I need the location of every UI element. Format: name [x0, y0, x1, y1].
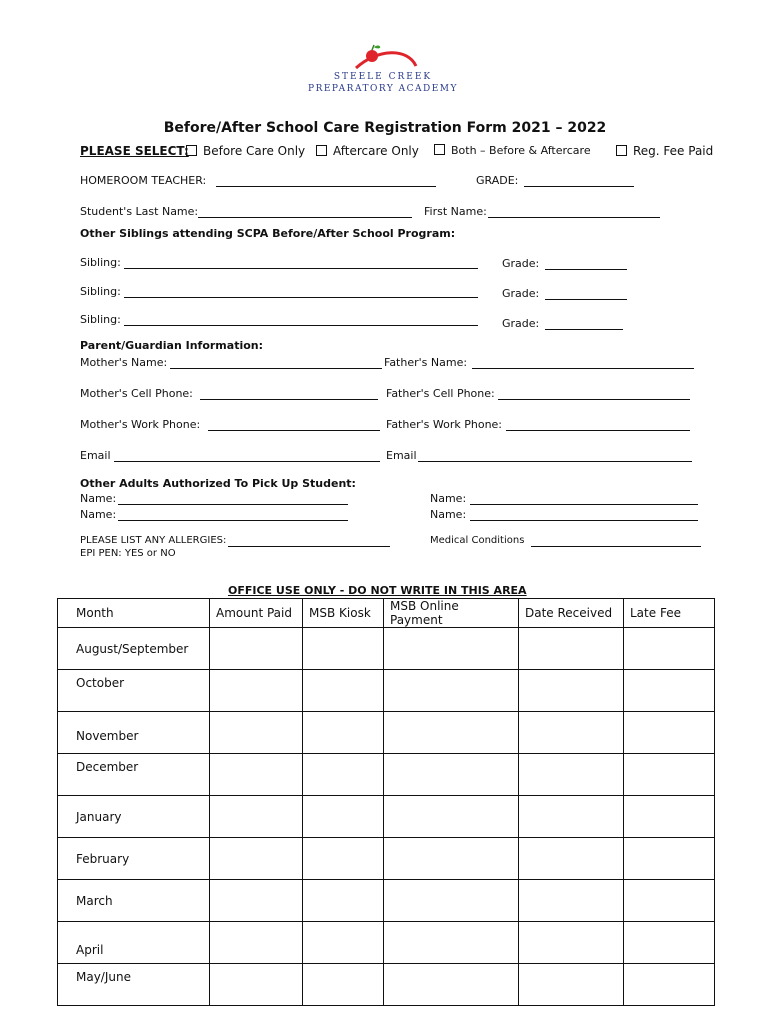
option-aftercare[interactable]: Aftercare Only [316, 144, 419, 158]
msb-online-cell [384, 712, 519, 754]
mothers-work-label: Mother's Work Phone: [80, 418, 201, 431]
msb-online-cell [384, 964, 519, 1006]
fathers-name-label: Father's Name: [384, 356, 468, 369]
logo-line-1: STEELE CREEK [333, 72, 433, 82]
late-fee-cell [624, 796, 715, 838]
msb-kiosk-cell [303, 670, 384, 712]
late-fee-cell [624, 838, 715, 880]
month-cell: February [58, 838, 210, 880]
amount-paid-cell [210, 712, 303, 754]
msb-online-cell [384, 796, 519, 838]
month-cell: January [58, 796, 210, 838]
logo-line-2: PREPARATORY ACADEMY [308, 84, 458, 94]
msb-kiosk-cell [303, 880, 384, 922]
parent-heading: Parent/Guardian Information: [80, 339, 264, 352]
sibling-2-grade-field[interactable] [545, 287, 627, 300]
checkbox-icon[interactable] [616, 145, 627, 156]
month-cell: March [58, 880, 210, 922]
month-cell: April [58, 922, 210, 964]
table-row [58, 796, 715, 838]
siblings-heading: Other Siblings attending SCPA Before/After School Program: [80, 227, 456, 240]
first-name-label: First Name: [424, 205, 487, 218]
medical-conditions-field[interactable] [531, 534, 701, 547]
adult-1-name-field[interactable] [118, 492, 348, 505]
amount-paid-cell [210, 964, 303, 1006]
msb-kiosk-cell [303, 922, 384, 964]
date-received-cell [519, 628, 624, 670]
sibling-1-grade-label: Grade: [502, 257, 540, 270]
students-last-name-label: Student's Last Name: [80, 205, 199, 218]
mothers-cell-field[interactable] [200, 387, 378, 400]
sibling-3-grade-label: Grade: [502, 317, 540, 330]
table-row [58, 754, 715, 796]
date-received-cell [519, 922, 624, 964]
father-email-label: Email [386, 449, 417, 462]
late-fee-cell [624, 880, 715, 922]
column-msb-kiosk: MSB Kiosk [303, 599, 384, 628]
column-msb-online-payment: MSB Online Payment [384, 599, 519, 628]
mothers-cell-label: Mother's Cell Phone: [80, 387, 193, 400]
grade-label: GRADE: [476, 174, 519, 187]
month-cell: May/June [58, 964, 210, 1006]
table-row [58, 670, 715, 712]
sibling-2-field[interactable] [124, 285, 478, 298]
sibling-3-field[interactable] [124, 313, 478, 326]
fathers-work-label: Father's Work Phone: [386, 418, 503, 431]
students-last-name-field[interactable] [198, 205, 412, 218]
date-received-cell [519, 712, 624, 754]
mother-email-field[interactable] [114, 449, 380, 462]
msb-kiosk-cell [303, 796, 384, 838]
father-email-field[interactable] [418, 449, 692, 462]
school-logo [298, 44, 468, 104]
late-fee-cell [624, 670, 715, 712]
late-fee-cell [624, 754, 715, 796]
sibling-1-label: Sibling: [80, 256, 121, 269]
msb-kiosk-cell [303, 712, 384, 754]
column-amount-paid: Amount Paid [210, 599, 303, 628]
amount-paid-cell [210, 922, 303, 964]
epi-pen-label: EPI PEN: YES or NO [80, 548, 176, 559]
month-cell: August/September [58, 628, 210, 670]
msb-online-cell [384, 880, 519, 922]
late-fee-cell [624, 922, 715, 964]
msb-kiosk-cell [303, 754, 384, 796]
month-cell: December [58, 754, 210, 796]
office-use-heading: OFFICE USE ONLY - DO NOT WRITE IN THIS AREA [228, 584, 527, 597]
homeroom-teacher-field[interactable] [216, 174, 436, 187]
apple-logo-icon [298, 44, 468, 74]
month-cell: October [58, 670, 210, 712]
msb-kiosk-cell [303, 964, 384, 1006]
adult-4-name-label: Name: [430, 508, 467, 521]
mothers-name-field[interactable] [170, 356, 382, 369]
mothers-work-field[interactable] [208, 418, 380, 431]
sibling-1-field[interactable] [124, 256, 478, 269]
sibling-2-grade-label: Grade: [502, 287, 540, 300]
late-fee-cell [624, 628, 715, 670]
date-received-cell [519, 880, 624, 922]
msb-kiosk-cell [303, 628, 384, 670]
table-row [58, 712, 715, 754]
date-received-cell [519, 964, 624, 1006]
sibling-3-grade-field[interactable] [545, 317, 623, 330]
adult-1-name-label: Name: [80, 492, 117, 505]
authorized-adults-heading: Other Adults Authorized To Pick Up Student: [80, 477, 356, 490]
date-received-cell [519, 754, 624, 796]
checkbox-icon[interactable] [316, 145, 327, 156]
msb-online-cell [384, 838, 519, 880]
homeroom-teacher-label: HOMEROOM TEACHER: [80, 174, 207, 187]
month-cell: November [58, 712, 210, 754]
table-row [58, 964, 715, 1006]
grade-field[interactable] [524, 174, 634, 187]
option-before-care[interactable]: Before Care Only [186, 144, 305, 158]
option-reg-fee[interactable]: Reg. Fee Paid [616, 144, 713, 158]
adult-2-name-field[interactable] [470, 492, 698, 505]
office-use-table [57, 598, 715, 1006]
column-late-fee: Late Fee [624, 599, 715, 628]
amount-paid-cell [210, 670, 303, 712]
fathers-cell-field[interactable] [498, 387, 690, 400]
late-fee-cell [624, 712, 715, 754]
msb-online-cell [384, 754, 519, 796]
fathers-cell-label: Father's Cell Phone: [386, 387, 495, 400]
date-received-cell [519, 838, 624, 880]
medical-conditions-label: Medical Conditions [430, 535, 525, 546]
sibling-1-grade-field[interactable] [545, 257, 627, 270]
adult-4-name-field[interactable] [470, 508, 698, 521]
allergies-label: PLEASE LIST ANY ALLERGIES: [80, 535, 227, 546]
mother-email-label: Email [80, 449, 111, 462]
date-received-cell [519, 670, 624, 712]
table-row [58, 880, 715, 922]
checkbox-icon[interactable] [186, 145, 197, 156]
late-fee-cell [624, 964, 715, 1006]
amount-paid-cell [210, 628, 303, 670]
adult-3-name-label: Name: [80, 508, 117, 521]
msb-online-cell [384, 628, 519, 670]
please-select-label: PLEASE SELECT: [80, 144, 189, 158]
table-row [58, 628, 715, 670]
sibling-2-label: Sibling: [80, 285, 121, 298]
first-name-field[interactable] [488, 205, 660, 218]
amount-paid-cell [210, 838, 303, 880]
allergies-field[interactable] [228, 534, 390, 547]
msb-kiosk-cell [303, 838, 384, 880]
table-row [58, 838, 715, 880]
column-date-received: Date Received [519, 599, 624, 628]
column-month: Month [58, 599, 210, 628]
adult-2-name-label: Name: [430, 492, 467, 505]
amount-paid-cell [210, 796, 303, 838]
sibling-3-label: Sibling: [80, 313, 121, 326]
msb-online-cell [384, 922, 519, 964]
date-received-cell [519, 796, 624, 838]
amount-paid-cell [210, 880, 303, 922]
adult-3-name-field[interactable] [118, 508, 348, 521]
office-table-header [58, 599, 715, 628]
checkbox-icon[interactable] [434, 144, 445, 155]
msb-online-cell [384, 670, 519, 712]
mothers-name-label: Mother's Name: [80, 356, 168, 369]
option-both[interactable]: Both – Before & Aftercare [434, 144, 591, 157]
form-title: Before/After School Care Registration Form 2021 – 2022 [163, 120, 607, 136]
fathers-name-field[interactable] [472, 356, 694, 369]
fathers-work-field[interactable] [506, 418, 690, 431]
table-row [58, 922, 715, 964]
amount-paid-cell [210, 754, 303, 796]
